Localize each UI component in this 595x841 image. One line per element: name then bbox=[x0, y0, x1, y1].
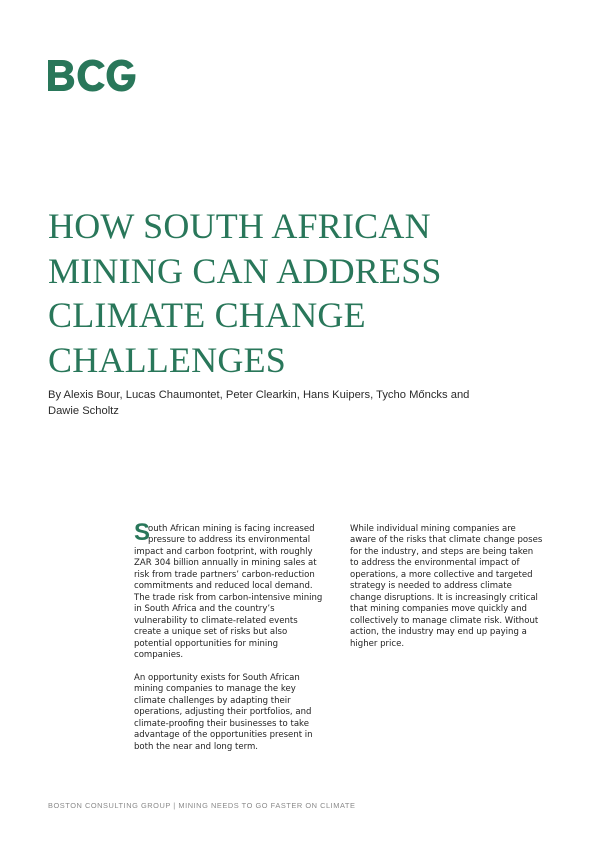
paragraph-line: impact and carbon footprint, with roughly bbox=[134, 546, 313, 557]
intro-left-column bbox=[134, 519, 339, 753]
paragraph-line: higher price. bbox=[350, 638, 405, 649]
paragraph-line: operations, adjusting their portfolios, and bbox=[134, 707, 312, 718]
paragraph-line: change disruptions. It is increasingly critical bbox=[350, 592, 538, 603]
paragraph-line: action, the industry may end up paying a bbox=[350, 627, 527, 638]
intro-right-column bbox=[350, 524, 562, 650]
paragraph-line: climate-proofing their businesses to take bbox=[134, 718, 309, 729]
paragraph-spacer bbox=[134, 661, 339, 673]
paragraph-line: mining companies to manage the key bbox=[134, 684, 296, 695]
paragraph-line: in South Africa and the country’s bbox=[134, 604, 275, 615]
paragraph-line: An opportunity exists for South African bbox=[134, 672, 300, 683]
page-footer: BOSTON CONSULTING GROUP | MINING NEEDS TO GO FASTER ON CLIMATE bbox=[48, 801, 356, 810]
intro-first-line-text: outh African mining is facing increased bbox=[148, 524, 315, 534]
paragraph-line: aware of the risks that climate change poses bbox=[350, 535, 543, 546]
title-line: MINING CAN ADDRESS bbox=[48, 250, 442, 291]
byline-line: By Alexis Bour, Lucas Chaumontet, Peter Clearkin, Hans Kuipers, Tycho Mőncks and bbox=[48, 389, 470, 401]
bcg-logo bbox=[48, 58, 136, 94]
paragraph-line: The trade risk from carbon-intensive mining bbox=[134, 592, 323, 603]
paragraph-line: commitments and reduced local demand. bbox=[134, 581, 313, 592]
paragraph-line: to address the environmental impact of bbox=[350, 558, 520, 569]
paragraph-line: companies. bbox=[134, 649, 184, 660]
paragraph-line: strategy is needed to address climate bbox=[350, 581, 512, 592]
paragraph-line: that mining companies move quickly and bbox=[350, 604, 527, 615]
paragraph-line: collectively to manage climate risk. Without bbox=[350, 615, 539, 626]
title-line: CLIMATE CHANGE bbox=[48, 295, 366, 335]
intro-paragraph-3 bbox=[350, 524, 562, 650]
paragraph-line: potential opportunities for mining bbox=[134, 638, 279, 649]
byline-line: Dawie Scholtz bbox=[48, 405, 119, 417]
article-title bbox=[48, 204, 568, 382]
intro-paragraph-1 bbox=[134, 547, 339, 662]
author-byline bbox=[48, 387, 548, 419]
paragraph-line: ZAR 304 billion annually in mining sales at bbox=[134, 558, 317, 569]
paragraph-line: vulnerability to climate-related events bbox=[134, 615, 298, 626]
paragraph-line: climate challenges by adapting their bbox=[134, 695, 291, 706]
paragraph-line: for the industry, and steps are being taken bbox=[350, 546, 534, 557]
intro-paragraph-2 bbox=[134, 673, 339, 753]
title-line: CHALLENGES bbox=[48, 339, 286, 380]
paragraph-line: risk from trade partners’ carbon-reduction bbox=[134, 569, 315, 580]
bcg-logo-mark bbox=[48, 58, 136, 94]
drop-cap: S bbox=[134, 519, 151, 546]
paragraph-line: While individual mining companies are bbox=[350, 524, 516, 534]
paragraph-line: create a unique set of risks but also bbox=[134, 627, 288, 638]
paragraph-line: advantage of the opportunities present in bbox=[134, 730, 313, 741]
title-line: HOW SOUTH AFRICAN bbox=[48, 206, 431, 246]
intro-second-line: pressure to address its environmental bbox=[148, 535, 311, 546]
paragraph-line: both the near and long term. bbox=[134, 741, 259, 752]
paragraph-line: operations, a more collective and targeted bbox=[350, 569, 533, 580]
